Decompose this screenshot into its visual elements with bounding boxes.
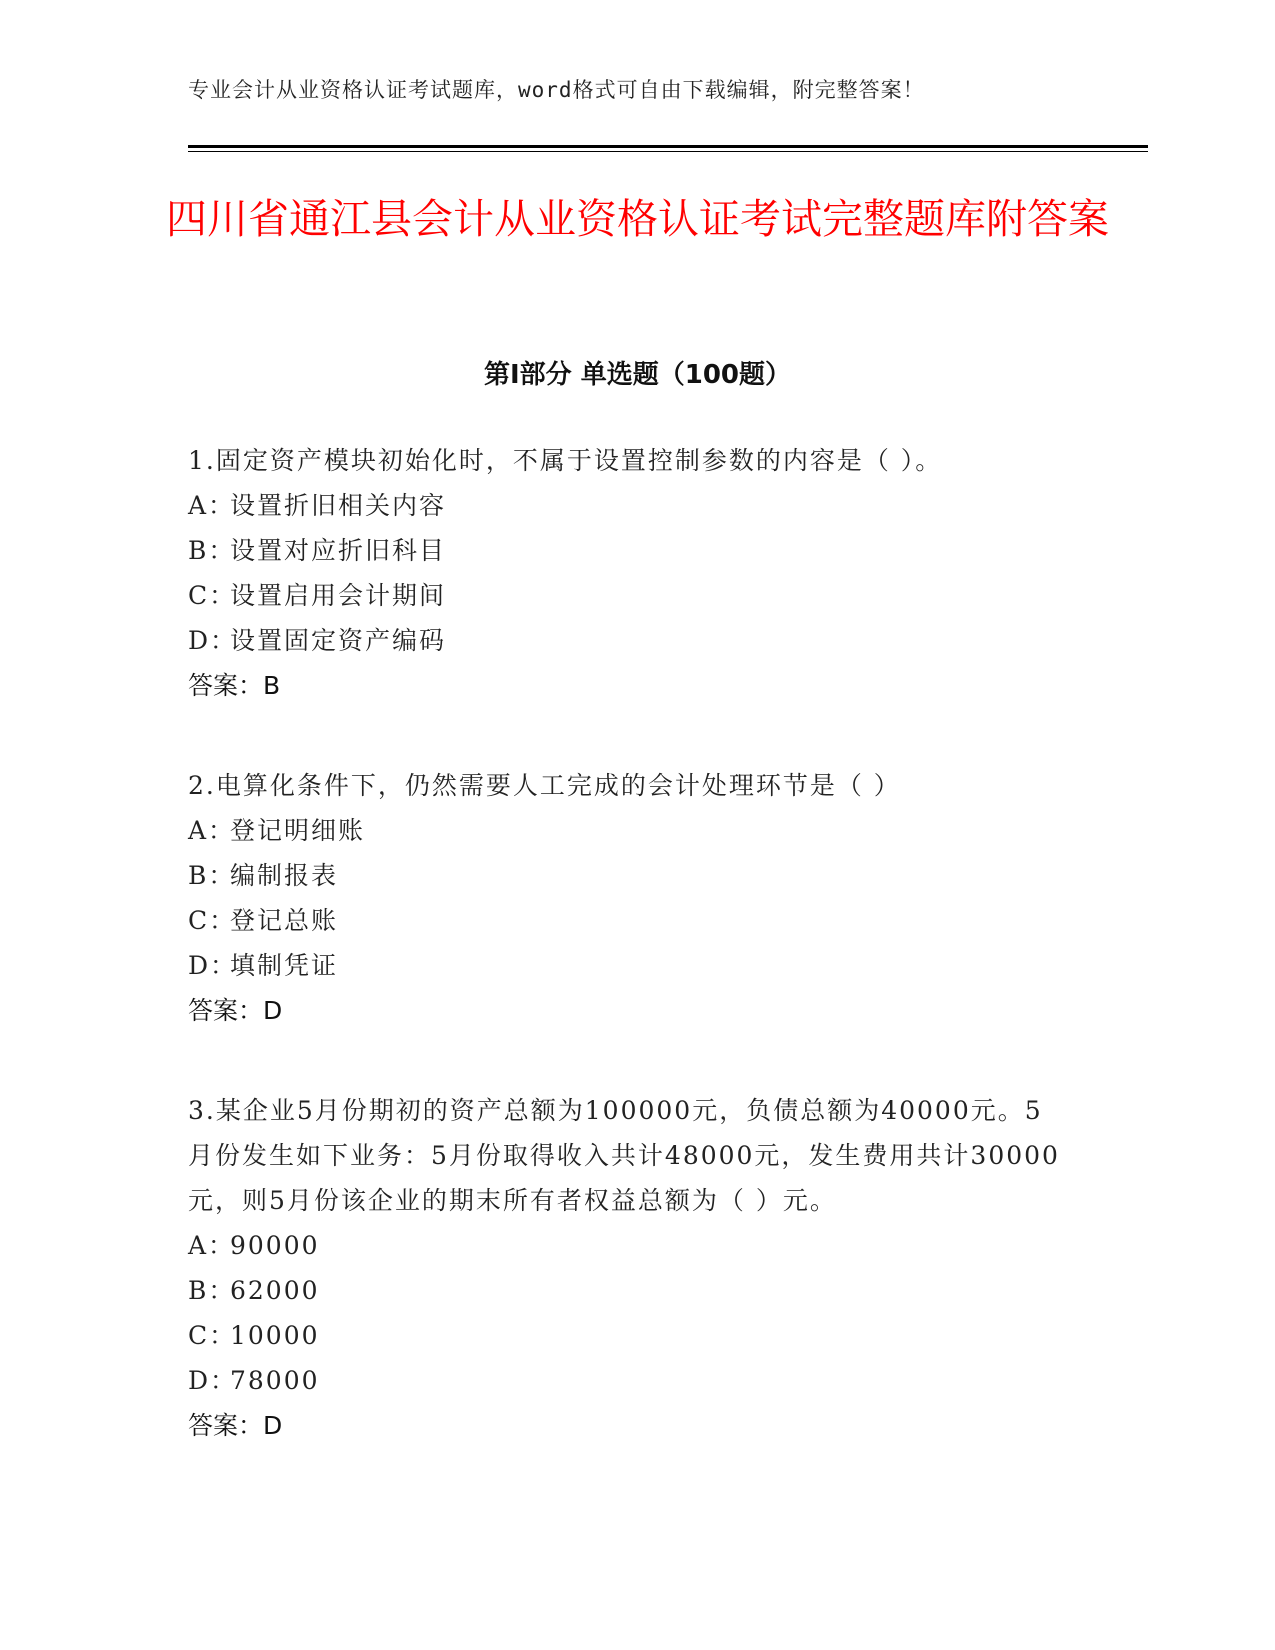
option-d bbox=[188, 618, 1068, 663]
question-stem: 3.某企业5月份期初的资产总额为100000元，负债总额为40000元。5月份发生如下业务：5月份取得收入共计48000元，发生费用共计30000元，则5月份该企业的期末所有者权益总额为（ ）元。 bbox=[188, 1096, 1060, 1215]
option-d bbox=[188, 1358, 1068, 1403]
option-key: A： bbox=[188, 816, 236, 845]
option-key: B： bbox=[188, 861, 236, 890]
option-c bbox=[188, 1313, 1068, 1358]
option-c bbox=[188, 573, 1068, 618]
option-b bbox=[188, 528, 1068, 573]
option-text: 62000 bbox=[230, 1276, 320, 1305]
option-key: A： bbox=[188, 1231, 236, 1260]
section-title: 第Ⅰ部分 单选题（100题） bbox=[484, 360, 791, 390]
option-text: 填制凭证 bbox=[230, 951, 339, 980]
question-1 bbox=[188, 438, 1068, 709]
option-key: A： bbox=[188, 491, 236, 520]
option-b bbox=[188, 1268, 1068, 1313]
option-key: D： bbox=[188, 951, 238, 980]
option-a bbox=[188, 1223, 1068, 1268]
option-d bbox=[188, 943, 1068, 988]
option-key: C： bbox=[188, 1321, 237, 1350]
option-a bbox=[188, 483, 1068, 528]
header-divider-thin bbox=[188, 151, 1148, 152]
option-text: 登记总账 bbox=[230, 906, 339, 935]
option-key: C： bbox=[188, 906, 237, 935]
option-text: 78000 bbox=[230, 1366, 320, 1395]
answer: 答案：B bbox=[188, 671, 281, 700]
answer: 答案：D bbox=[188, 1411, 283, 1440]
option-text: 编制报表 bbox=[230, 861, 339, 890]
option-text: 设置对应折旧科目 bbox=[230, 536, 447, 565]
question-stem: 2.电算化条件下，仍然需要人工完成的会计处理环节是（ ） bbox=[188, 771, 901, 800]
header-divider-thick bbox=[188, 145, 1148, 148]
option-c bbox=[188, 898, 1068, 943]
option-key: C： bbox=[188, 581, 237, 610]
question-2 bbox=[188, 763, 1068, 1034]
option-text: 90000 bbox=[230, 1231, 320, 1260]
question-3 bbox=[188, 1088, 1068, 1449]
page-header: 专业会计从业资格认证考试题库，word格式可自由下载编辑，附完整答案！ bbox=[188, 78, 925, 102]
option-a bbox=[188, 808, 1068, 853]
option-text: 设置折旧相关内容 bbox=[230, 491, 447, 520]
option-key: D： bbox=[188, 626, 238, 655]
question-list bbox=[188, 438, 1068, 1503]
document-title: 四川省通江县会计从业资格认证考试完整题库附答案 bbox=[166, 195, 1109, 243]
option-key: D： bbox=[188, 1366, 238, 1395]
option-text: 设置启用会计期间 bbox=[230, 581, 447, 610]
option-text: 登记明细账 bbox=[230, 816, 366, 845]
option-text: 10000 bbox=[230, 1321, 320, 1350]
option-b bbox=[188, 853, 1068, 898]
option-key: B： bbox=[188, 536, 236, 565]
option-text: 设置固定资产编码 bbox=[230, 626, 447, 655]
answer: 答案：D bbox=[188, 996, 283, 1025]
question-stem: 1.固定资产模块初始化时，不属于设置控制参数的内容是（ ）。 bbox=[188, 446, 943, 475]
option-key: B： bbox=[188, 1276, 236, 1305]
